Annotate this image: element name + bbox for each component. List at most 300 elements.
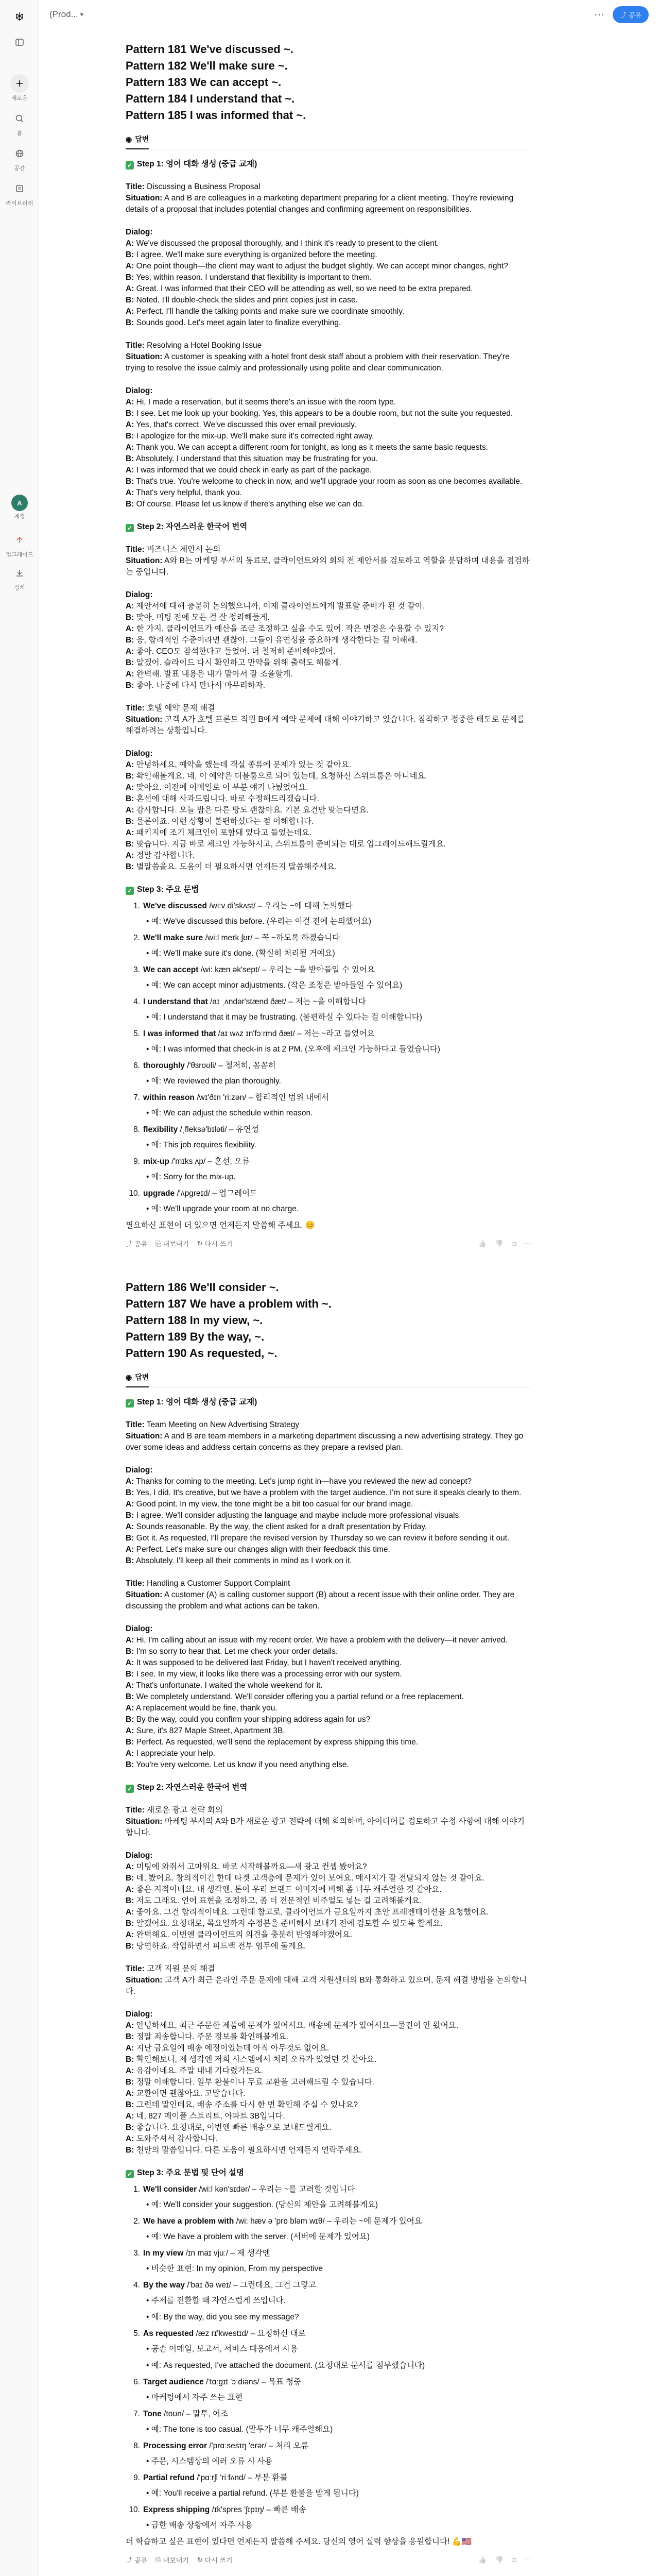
copy-icon[interactable]: ⧉: [511, 2555, 516, 2564]
dialog-text: 완벽해요. 이번엔 클라이언트의 의견을 충분히 반영해야겠어요.: [136, 1930, 353, 1939]
section-situation: [126, 1816, 531, 1839]
vocab-pronunciation: /'ʌpgreɪd/: [175, 1189, 210, 1198]
vocab-list: [126, 901, 531, 1215]
speaker: A:: [126, 1522, 134, 1531]
section-situation: [126, 714, 531, 737]
dialog-line: [126, 2077, 531, 2088]
dialog-line: [126, 419, 531, 431]
dialog-line: [126, 2088, 531, 2099]
vocab-number: 9.: [133, 2473, 140, 2482]
dialog-line: [126, 612, 531, 623]
dialog-line: [126, 283, 531, 295]
label: Situation:: [126, 1590, 163, 1599]
dialog-text: Sure, it's 827 Maple Street, Apartment 3B.: [136, 1726, 285, 1735]
speaker: A:: [126, 284, 134, 293]
speaker: A:: [126, 806, 134, 815]
vocab-example: • 주제를 전환할 때 자연스럽게 쓰입니다.: [146, 2295, 531, 2307]
dialog-line: [126, 2133, 531, 2145]
vocab-meaning: – 말투, 어조: [184, 2410, 228, 2418]
checkmark-icon: ✓: [126, 1785, 134, 1793]
spacer: [126, 578, 531, 589]
vocab-example: • 예: We'll make sure it's done. (확실히 처리될 거예요): [146, 948, 531, 959]
vocab-meaning: – 빠른 배송: [264, 2505, 306, 2514]
share-button[interactable]: [613, 6, 649, 23]
label: Situation:: [126, 1817, 163, 1826]
vocab-row: [126, 2409, 531, 2420]
dialog-line: [126, 272, 531, 283]
dialog-text: 맞아요. 이전에 이메일로 이 부분 얘기 나눴었어요.: [136, 783, 308, 792]
user-question: [126, 1279, 531, 1362]
vocab-word: We can accept: [143, 965, 199, 974]
install-label: 설치: [14, 585, 25, 591]
vocab-word: In my view: [143, 2249, 184, 2258]
speaker: A:: [126, 2089, 134, 2098]
library-icon: [10, 179, 29, 198]
vocab-item: [126, 901, 531, 927]
tab-answer-label: 답변: [135, 1373, 149, 1381]
vocab-pronunciation: /wɪ'ðɪn 'riːzən/: [194, 1093, 247, 1102]
speaker: A:: [126, 1681, 134, 1690]
speaker: B:: [126, 681, 134, 690]
section-title-text: 호텔 예약 문제 해결: [147, 704, 215, 713]
speaker: A:: [126, 851, 134, 860]
speaker: B:: [126, 636, 134, 645]
share-button-label: 공유: [628, 11, 641, 19]
dialog-line: [126, 2122, 531, 2133]
vocab-item: [126, 2360, 531, 2371]
spacer: [126, 510, 531, 521]
vocab-example: • 예: The tone is too casual. (말투가 너무 캐주얼해요): [146, 2424, 531, 2435]
vocab-pronunciation: /wi: hæv ə 'prɒ bləm wɪθ/: [234, 2217, 325, 2226]
speaker: B:: [126, 250, 134, 259]
copy-icon[interactable]: ⧉: [511, 1239, 516, 1247]
vocab-word: By the way: [143, 2281, 185, 2290]
section-title-text: 고객 지원 문의 해결: [147, 1964, 215, 1973]
dialog-line: [126, 646, 531, 657]
vocab-pronunciation: /wi:v di'skʌst/: [207, 902, 256, 910]
dialog-line: [126, 317, 531, 329]
speaker: A:: [126, 420, 134, 429]
dialog-text: 안녕하세요, 최근 주문한 제품에 문제가 있어서요. 배송에 문제가 있어서요—물건이 안 왔어요.: [136, 2021, 459, 2030]
thread-title[interactable]: [49, 9, 83, 20]
logo[interactable]: [0, 7, 39, 26]
vocab-row: [126, 1156, 531, 1167]
dialog-text: 정말 죄송합니다. 주문 정보를 확인해볼게요.: [136, 2032, 289, 2041]
speaker: A:: [126, 647, 134, 656]
vocab-number: 5.: [133, 1029, 140, 1038]
vocab-meaning: – 우리는 ~에 문제가 있어요: [324, 2217, 422, 2226]
label: Title:: [126, 341, 145, 350]
avatar: A: [11, 495, 28, 511]
dialog-line: [126, 2031, 531, 2043]
vocab-row: [126, 2472, 531, 2484]
speaker: B:: [126, 1896, 134, 1905]
vocab-example: • 예: By the way, did you see my message?: [146, 2312, 531, 2323]
vocab-number: 4.: [133, 2281, 140, 2290]
rewrite-label: 다시 쓰기: [204, 2556, 233, 2564]
dialog-line: [126, 1861, 531, 1873]
speaker: A:: [126, 239, 134, 248]
question-line: Pattern 181 We've discussed ~.: [126, 43, 293, 56]
dialog-label: Dialog:: [126, 2010, 153, 2019]
account-label: 계정: [14, 514, 25, 520]
vocab-row: [126, 1028, 531, 1040]
checkmark-icon: ✓: [126, 2170, 134, 2178]
dialog-text: One point though—the client may want to adjust the budget slightly. We can accept minor changes, right?: [136, 262, 508, 270]
vocab-meaning: – 유연성: [227, 1125, 259, 1134]
speaker: B:: [126, 1488, 134, 1497]
dialog-line: [126, 635, 531, 646]
dialog-line: [126, 408, 531, 419]
vocab-meaning: – 처리 오류: [266, 2442, 309, 2450]
install-button[interactable]: [0, 564, 39, 591]
sidebar-item-spaces[interactable]: [0, 144, 39, 172]
vocab-item: [126, 1028, 531, 1055]
dialog-text: 교환이면 괜찮아요. 고맙습니다.: [136, 2089, 246, 2098]
share-action-button[interactable]: [126, 1239, 147, 1248]
sidebar-toggle[interactable]: [0, 33, 39, 52]
dialog-text: 정말 감사합니다.: [136, 851, 195, 860]
speaker: B:: [126, 1874, 134, 1883]
vocab-meaning: – 부분 환불: [245, 2473, 288, 2482]
vocab-row: [126, 996, 531, 1008]
dialog-text: Noted. I'll double-check the slides and print copies just in case.: [136, 296, 358, 304]
situation-text: A와 B는 마케팅 부서의 동료로, 클라이언트와의 회의 전 제안서를 검토하고 역할을 분담하며 내용을 점검하는 중입니다.: [126, 556, 530, 577]
vocab-number: 2.: [133, 934, 140, 942]
vocab-example: • 예: We've discussed this before. (우리는 이걸 전에 논의했어요): [146, 916, 531, 927]
step-heading-text: Step 3: 주요 문법 및 단어 설명: [137, 2168, 244, 2177]
tab-answer[interactable]: [126, 134, 149, 149]
speaker: B:: [126, 409, 134, 418]
vocab-item: [126, 1060, 531, 1087]
dialog-line: [126, 623, 531, 635]
sidebar-item-library[interactable]: [0, 179, 39, 207]
vocab-word: flexibility: [143, 1125, 178, 1134]
dialog-line: [126, 295, 531, 306]
dialog-text: 감사합니다. 오늘 밤은 다른 방도 괜찮아요. 기본 요건만 맞는다면요.: [136, 806, 369, 815]
vocab-row: [126, 1060, 531, 1072]
vocab-row: [126, 2441, 531, 2452]
vocab-meaning: – 혼선, 오류: [205, 1157, 250, 1166]
section-situation: [126, 1431, 531, 1453]
step-heading: [126, 1782, 531, 1793]
speaker: A:: [126, 2021, 134, 2030]
question-line: Pattern 187 We have a problem with ~.: [126, 1297, 332, 1310]
conversation-thread: [126, 29, 531, 2565]
speaker: B:: [126, 318, 134, 327]
dialog-line: [126, 442, 531, 453]
sidebar-item-home[interactable]: [0, 109, 39, 137]
speaker: B:: [126, 1715, 134, 1724]
tab-answer[interactable]: [126, 1372, 149, 1387]
dialog-line: [126, 476, 531, 487]
thread-block: [126, 41, 531, 1248]
speaker: B:: [126, 2078, 134, 2087]
vocab-row: [126, 1124, 531, 1136]
dialog-line: [126, 453, 531, 465]
vocab-pronunciation: /wi:l meɪk ʃʊr/: [203, 934, 253, 942]
account-button[interactable]: [0, 495, 39, 520]
vocab-example: • 공손 이메일, 보고서, 서비스 대응에서 사용: [146, 2344, 531, 2355]
vocab-example: • 예: As requested, I've attached the document. (요청대로 문서를 첨부했습니다): [146, 2360, 531, 2371]
label: Title:: [126, 182, 145, 191]
vocab-example: • 예: You'll receive a partial refund. (부분 환불을 받게 됩니다): [146, 2488, 531, 2499]
dialog-text: Thank you. We can accept a different room for tonight, as long as it meets the same basic requests.: [136, 443, 488, 452]
upgrade-icon: [10, 531, 29, 549]
dialog-label: Dialog:: [126, 1851, 153, 1860]
export-label: 내보내기: [163, 1240, 189, 1248]
vocab-item: [126, 2312, 531, 2323]
share-icon: ⤴: [126, 2556, 133, 2564]
answer-tab-icon: ◉: [126, 1372, 132, 1381]
speaker: A:: [126, 398, 134, 406]
question-line: Pattern 184 I understand that ~.: [126, 92, 295, 105]
vocab-example: • 예: We have a problem with the server. (서버에 문제가 있어요): [146, 2231, 531, 2243]
dialog-text: Sounds good. Let's meet again later to finalize everything.: [136, 318, 341, 327]
sidebar-label-home: 홈: [16, 130, 23, 137]
dialog-line: [126, 759, 531, 771]
vocab-pronunciation: /'pɑːrʃl 'riːfʌnd/: [194, 2473, 246, 2482]
speaker: B:: [126, 1534, 134, 1543]
thumbs-up-icon[interactable]: 👍: [478, 2555, 487, 2564]
speaker: A:: [126, 760, 134, 769]
dialog-text: Perfect. As requested, we'll send the replacement by express shipping this time.: [136, 1738, 419, 1747]
more-icon[interactable]: ⋯: [525, 2555, 531, 2564]
section-title: [126, 1963, 531, 1975]
vocab-word: I understand that: [143, 997, 208, 1006]
vocab-pronunciation: /'prɑːsesɪŋ 'erər/: [207, 2442, 267, 2450]
dialog-text: Thanks for coming to the meeting. Let's jump right in—have you reviewed the new ad concept?: [136, 1477, 472, 1486]
speaker: B:: [126, 477, 134, 486]
dialog-text: 응, 합리적인 수준이라면 괜찮아. 그들이 유연성을 중요하게 생각한다는 걸 이해해.: [136, 636, 418, 645]
vocab-item: [126, 2472, 531, 2499]
thumbs-down-icon[interactable]: 👎: [495, 1239, 504, 1247]
export-label: 내보내기: [163, 2556, 189, 2564]
dialog-text: 알겠어요. 요청대로, 목요일까지 수정본을 준비해서 보내기 전에 검토할 수 있도록 할게요.: [136, 1919, 443, 1928]
dialog-line: [126, 1635, 531, 1646]
section-title: [126, 1805, 531, 1816]
dialog-text: Yes, I did. It's creative, but we have a problem with the target audience. I'm not sure it speaks clearly to them.: [136, 1488, 522, 1497]
vocab-number: 10.: [129, 1189, 140, 1198]
vocab-example: • 마케팅에서 자주 쓰는 표현: [146, 2392, 531, 2403]
answer-body: [126, 1397, 531, 2548]
speaker: B:: [126, 613, 134, 622]
dialog-text: 제안서에 대해 충분히 논의했으니까, 이제 클라이언트에게 발표할 준비가 된 것 같아.: [136, 602, 425, 611]
vocab-word: I was informed that: [143, 1029, 216, 1038]
vocab-number: 6.: [133, 1061, 140, 1070]
dialog-text: 확인해보니, 제 생각엔 저희 시스템에서 처리 오류가 있었던 것 같아요.: [136, 2055, 377, 2064]
vocab-number: 8.: [133, 2442, 140, 2450]
step-heading-text: Step 1: 영어 대화 생성 (중급 교재): [137, 1398, 257, 1406]
dialog-text: I was informed that we could check in early as part of the package.: [136, 466, 372, 474]
rewrite-action-button[interactable]: [197, 1239, 233, 1248]
vocab-item: [126, 2184, 531, 2211]
thread-block: [126, 1279, 531, 2565]
dialog-text: 별말씀을요. 도움이 더 필요하시면 언제든지 말씀해주세요.: [136, 862, 337, 871]
vocab-number: 1.: [133, 902, 140, 910]
vocab-word: We'll make sure: [143, 934, 203, 942]
rewrite-action-button[interactable]: [197, 2555, 233, 2565]
dialog-text: You're very welcome. Let us know if you need anything else.: [136, 1760, 349, 1769]
spacer: [126, 1408, 531, 1419]
dialog-text: We completely understand. We'll consider offering you a partial refund or a free replacement.: [136, 1692, 464, 1701]
dialog-line: [126, 249, 531, 261]
vocab-word: We'll consider: [143, 2185, 197, 2194]
dialog-line: [126, 1907, 531, 1918]
spacer: [126, 1567, 531, 1578]
speaker: B:: [126, 794, 134, 803]
dialog-line: [126, 1748, 531, 1759]
dialog-line: [126, 657, 531, 669]
dialog-line: [126, 1703, 531, 1714]
dialog-line: [126, 2043, 531, 2054]
rewrite-icon: ↻: [197, 1239, 203, 1247]
vocab-item: [126, 933, 531, 959]
upgrade-button[interactable]: [0, 531, 39, 558]
vocab-number: 3.: [133, 2249, 140, 2258]
label: Title:: [126, 1420, 145, 1429]
thumbs-down-icon[interactable]: 👎: [495, 2555, 504, 2564]
vocab-example: • 비슷한 표현: In my opinion, From my perspective: [146, 2263, 531, 2275]
speaker: A:: [126, 1477, 134, 1486]
dialog-text: A replacement would be fine, thank you.: [135, 1704, 278, 1713]
dialog-line: [126, 1476, 531, 1487]
spacer: [126, 533, 531, 544]
vocab-number: 9.: [133, 1157, 140, 1166]
dialog-line: [126, 827, 531, 839]
dialog-line: [126, 805, 531, 816]
vocab-example: • 예: We reviewed the plan thoroughly.: [146, 1076, 531, 1087]
question-line: Pattern 186 We'll consider ~.: [126, 1281, 279, 1294]
dialog-line: [126, 1510, 531, 1521]
sidebar-label-spaces: 공간: [14, 165, 25, 172]
share-action-button[interactable]: [126, 2555, 147, 2565]
section-title: [126, 181, 531, 193]
vocab-number: 6.: [133, 2378, 140, 2386]
label: Title:: [126, 1579, 145, 1588]
speaker: A:: [126, 2134, 134, 2143]
closing-text: 더 학습하고 싶은 표현이 있다면 언제든지 말씀해 주세요. 당신의 영어 실력 향상을 응원합니다! 💪🇺🇸: [126, 2537, 472, 2546]
dialog-text: I appreciate your help.: [136, 1749, 216, 1758]
vocab-item: [126, 1188, 531, 1215]
dialog-line: [126, 1646, 531, 1657]
vocab-word: thoroughly: [143, 1061, 185, 1070]
dialog-text: Perfect. Let's make sure our changes align with their feedback this time.: [136, 1545, 390, 1554]
vocab-number: 7.: [133, 1093, 140, 1102]
section-title-text: Discussing a Business Proposal: [147, 182, 261, 191]
speaker: A:: [126, 488, 134, 497]
vocab-example: • 예: I was informed that check-in is at 2 PM. (오후에 체크인 가능하다고 들었습니다): [146, 1044, 531, 1055]
dialog-line: [126, 261, 531, 272]
dialog-line: [126, 2054, 531, 2065]
situation-text: A and B are team members in a marketing department discussing a new advertising strategy. They go over some ideas and address certain concerns as they prepare a revised plan.: [126, 1432, 524, 1452]
dialog-text: 미팅에 와줘서 고마워요. 바로 시작해볼까요—새 광고 컨셉 봤어요?: [136, 1862, 367, 1871]
vocab-number: 5.: [133, 2329, 140, 2338]
dialog-text: 저도 그래요. 언어 표현을 조정하고, 좀 더 전문적인 비주얼도 넣는 걸 고려해볼게요.: [136, 1896, 422, 1905]
closing-text: 필요하신 표현이 더 있으면 언제든지 말씀해 주세요. 😊: [126, 1221, 316, 1230]
actions-right: [478, 1240, 531, 1248]
speaker: B:: [126, 2100, 134, 2109]
vocab-number: 1.: [133, 2185, 140, 2194]
spacer: [126, 1771, 531, 1782]
vocab-item: [126, 1092, 531, 1119]
vocab-item: [126, 2328, 531, 2355]
sidebar-rail: [0, 0, 39, 2576]
dialog-line: [126, 431, 531, 442]
answer-actions: [126, 1239, 531, 1248]
dialog-text: 좋아. 나중에 다시 만나서 마무리하자.: [136, 681, 266, 690]
dialog-text: 네, 827 메이플 스트리트, 아파트 3B입니다.: [136, 2112, 285, 2121]
dialog-text: 안녕하세요, 예약을 했는데 객실 종류에 문제가 있는 것 같아요.: [136, 760, 352, 769]
dialog-line: [126, 2020, 531, 2031]
vocab-row: [126, 2248, 531, 2259]
answer-body: [126, 159, 531, 1231]
dialog-text: 도와주셔서 감사합니다.: [136, 2134, 218, 2143]
dialog-text: Yes, that's correct. We've discussed this over email previously.: [136, 420, 357, 429]
vocab-row: [126, 2184, 531, 2195]
label: Title:: [126, 545, 145, 554]
thumbs-up-icon[interactable]: 👍: [478, 1239, 487, 1247]
speaker: A:: [126, 2112, 134, 2121]
sidebar-item-new[interactable]: [0, 74, 39, 102]
vocab-example: • 예: We can adjust the schedule within reason.: [146, 1108, 531, 1119]
vocab-example: • 예: I understand that it may be frustrating. (불편하실 수 있다는 걸 이해합니다): [146, 1012, 531, 1023]
dialog-line: [126, 782, 531, 793]
dialog-text: 혼선에 대해 사과드립니다. 바로 수정해드리겠습니다.: [136, 794, 319, 803]
vocab-item: [126, 2377, 531, 2403]
dialog-label: Dialog:: [126, 386, 153, 395]
checkmark-icon: ✓: [126, 524, 134, 532]
more-options-button[interactable]: [590, 5, 609, 24]
speaker: B:: [126, 772, 134, 781]
section-situation: [126, 1589, 531, 1612]
export-action-button[interactable]: [155, 2555, 189, 2565]
vocab-word: Tone: [143, 2410, 162, 2418]
vocab-item: [126, 2409, 531, 2435]
dialog-text: It was supposed to be delivered last Friday, but I haven't received anything.: [136, 1658, 402, 1667]
speaker: A:: [126, 1726, 134, 1735]
actions-right: [478, 2556, 531, 2564]
vocab-word: Express shipping: [143, 2505, 210, 2514]
vocab-pronunciation: /'tɑːgɪt 'ɔːdiəns/: [203, 2378, 259, 2386]
dialog-text: That's very helpful, thank you.: [136, 488, 242, 497]
label: Situation:: [126, 352, 163, 361]
more-icon: ⋯: [594, 9, 604, 21]
speaker: B:: [126, 817, 134, 826]
tab-answer-label: 답변: [135, 135, 149, 143]
label: Title:: [126, 1806, 145, 1815]
export-action-button[interactable]: [155, 1239, 189, 1248]
step-heading: [126, 2167, 531, 2179]
vocab-pronunciation: /ɪk'spres 'ʃɪpɪŋ/: [210, 2505, 265, 2514]
vocab-word: Target audience: [143, 2378, 204, 2386]
speaker: B:: [126, 1919, 134, 1928]
section-situation: [126, 351, 531, 374]
dialog-text: 좋아. CEO도 참석한다고 들었어. 더 철저히 준비해야겠어.: [136, 647, 336, 656]
step-heading: [126, 884, 531, 895]
vocab-meaning: – 그런데요, 그건 그렇고: [231, 2281, 316, 2290]
globe-icon: [10, 144, 29, 163]
dialog-text: Great. I was informed that their CEO will be attending as well, so we need to be extra prepared.: [136, 284, 473, 293]
dialog-line: [126, 306, 531, 317]
speaker: B:: [126, 840, 134, 849]
vocab-item: [126, 964, 531, 991]
speaker: A:: [126, 828, 134, 837]
speaker: A:: [126, 262, 134, 270]
more-icon[interactable]: ⋯: [525, 1239, 531, 1247]
download-icon: [10, 564, 29, 582]
situation-text: 고객 A가 최근 온라인 주문 문제에 대해 고객 지원센터의 B와 통화하고 있으며, 문제 해결 방법을 논의합니다.: [126, 1976, 527, 1996]
